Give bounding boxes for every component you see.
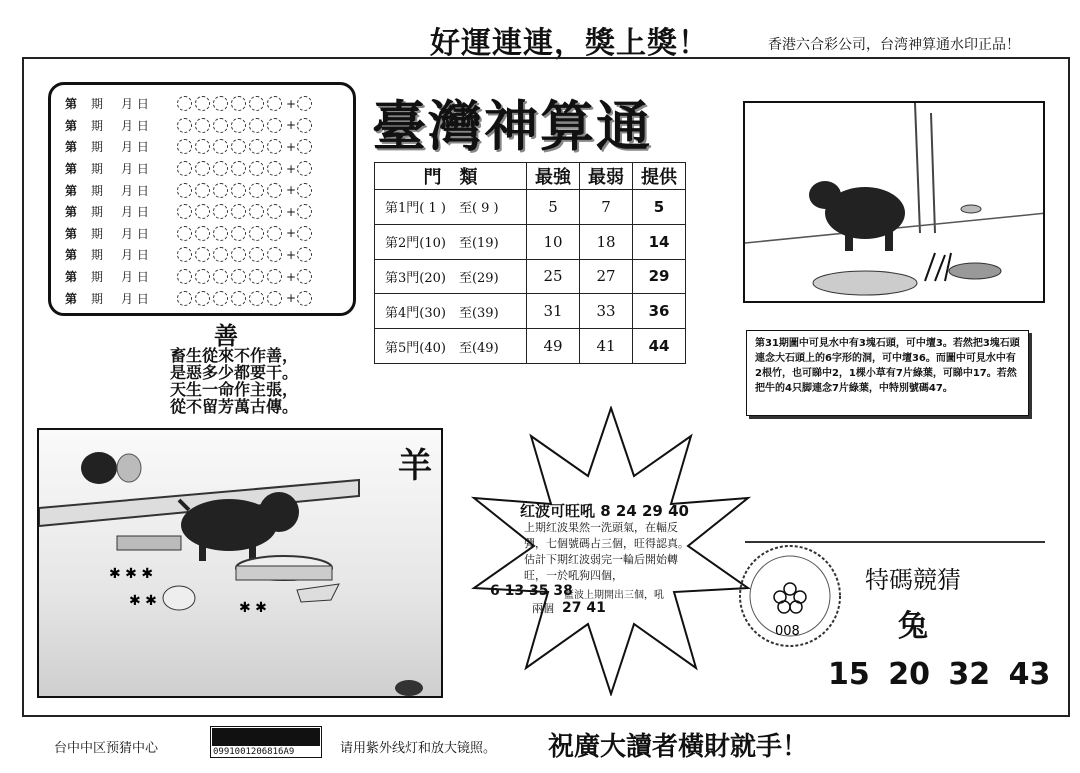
riddle-picture-right [743,101,1045,303]
number-slot [213,96,228,111]
number-slot [177,139,192,154]
weakest-value: 33 [580,294,633,329]
bull-rocks-illustration [745,103,1045,303]
weakest-value: 7 [580,190,633,225]
poem-line: 天生一命作主張， [170,380,299,399]
draw-row-plus: + [285,96,297,111]
special-number-slot [297,291,312,306]
barcode-text: 0991001206816A9 [213,747,295,757]
header-strongest: 最強 [527,163,580,190]
number-slot [213,291,228,306]
number-slot [231,269,246,284]
number-slot [177,269,192,284]
number-slot [177,96,192,111]
draw-row-plus: + [285,291,297,306]
draw-row [65,136,347,158]
stats-row [375,329,686,364]
header-slogan: 好運連連，獎上獎！ [430,26,709,61]
number-slot [267,247,282,262]
draw-row-date: 月 日 [121,162,149,177]
stats-row [375,294,686,329]
poem-text [170,347,298,415]
number-slot [177,204,192,219]
number-slot [213,183,228,198]
draw-row-period: 期 [91,183,104,198]
number-slot [267,118,282,133]
header-weakest: 最弱 [580,163,633,190]
number-slot [213,161,228,176]
strongest-value: 25 [527,259,580,294]
red-wave-numbers: 6 13 35 38 [490,583,573,599]
door-range: 第2門(10) 至(19) [375,224,527,259]
door-range: 第4門(30) 至(39) [375,294,527,329]
draw-row-plus: + [285,139,297,154]
draw-row-period: 期 [91,162,104,177]
strongest-value: 49 [527,329,580,364]
special-number-slot [297,96,312,111]
number-slot [267,204,282,219]
draw-row [65,223,347,245]
draw-row [65,244,347,266]
draw-row-date: 月 日 [121,226,149,241]
number-slot [231,204,246,219]
number-slot [249,118,264,133]
number-slot [195,204,210,219]
provided-value: 36 [633,294,686,329]
draw-row [65,93,347,115]
header-door: 門 類 [375,163,527,190]
number-slot [267,226,282,241]
number-slot [195,226,210,241]
draw-row-plus: + [285,183,297,198]
draw-row-period: 期 [91,118,104,133]
door-range: 第3門(20) 至(29) [375,259,527,294]
number-slot [267,291,282,306]
draw-row-label: 第 [65,226,78,241]
number-slot [231,96,246,111]
door-stats-table [374,162,686,364]
door-range: 第5門(40) 至(49) [375,329,527,364]
number-slot [249,247,264,262]
special-number-slot [297,161,312,176]
provided-value: 29 [633,259,686,294]
riddle-picture-left [37,428,443,698]
stats-row [375,190,686,225]
draw-row-period: 期 [91,205,104,220]
weakest-value: 18 [580,224,633,259]
number-slot [177,247,192,262]
riddle-hint-box: 第31期圖中可見水中有3塊石頭，可中壇3。若然把3塊石頭連念大石頭上的6字形的洞，可中壇36。而圖中可見水中有2根竹，也可睇中2，1棵小草有7片綠葉，可睇中17。若然把牛的4只脚連念7片綠葉，中特別號碼47。 [746,330,1029,416]
draw-row-label: 第 [65,118,78,133]
stats-row [375,259,686,294]
seal-number: 008 [775,624,800,639]
number-slot [213,269,228,284]
draw-row-plus: + [285,226,297,241]
draw-row-label: 第 [65,162,78,177]
number-slot [231,139,246,154]
draw-row [65,115,347,137]
number-slot [195,96,210,111]
number-slot [249,96,264,111]
number-slot [267,139,282,154]
number-slot [231,118,246,133]
draw-row-period: 期 [91,226,104,241]
number-slot [231,247,246,262]
number-slot [267,96,282,111]
number-slot [267,183,282,198]
provided-value: 5 [633,190,686,225]
draw-row-date: 月 日 [121,97,149,112]
draw-row-period: 期 [91,97,104,112]
stats-header-row [375,163,686,190]
draw-row-label: 第 [65,248,78,263]
special-number-guess-title: 特碼競猜 [865,566,961,594]
poem-line: 畜生從來不作善， [170,346,299,365]
header-provided: 提供 [633,163,686,190]
number-slot [195,161,210,176]
number-slot [177,291,192,306]
draw-row-label: 第 [65,205,78,220]
weakest-value: 27 [580,259,633,294]
barcode [210,726,322,758]
blue-wave-note: 藍波上期開出三個，吼 [564,590,664,601]
number-slot [213,226,228,241]
footer-blessing: 祝廣大讀者橫財就手！ [548,732,809,762]
special-number-slot [297,204,312,219]
number-slot [195,247,210,262]
svg-text:✱ ✱: ✱ ✱ [239,600,267,616]
number-slot [195,118,210,133]
draw-row [65,158,347,180]
number-slot [249,269,264,284]
blue-wave-numbers: 27 41 [562,600,606,616]
footer-instruction: 请用紫外线灯和放大镜照。 [340,741,497,756]
special-number-slot [297,247,312,262]
number-slot [231,291,246,306]
draw-record-table [48,82,356,316]
svg-text:✱ ✱: ✱ ✱ [129,593,157,609]
number-slot [267,269,282,284]
red-wave-analysis: 上期红波果然一洗頭氣，在輻反彈，七個號碼占三個，旺得認真。估計下期红波弱完一輪后開始轉旺，一於吼狗四個， [524,521,689,582]
red-wave-title: 红波可旺吼 8 24 29 40 [520,502,689,520]
svg-text:✱ ✱ ✱: ✱ ✱ ✱ [109,566,154,582]
number-slot [231,226,246,241]
special-number-guesses: 15 20 32 43 [828,657,1051,692]
number-slot [231,183,246,198]
blue-wave-note-end: 兩個 [532,602,554,615]
number-slot [177,183,192,198]
draw-row-plus: + [285,269,297,284]
draw-row [65,287,347,309]
draw-row-plus: + [285,161,297,176]
special-number-slot [297,226,312,241]
draw-row-date: 月 日 [121,118,149,133]
number-slot [249,204,264,219]
number-slot [249,291,264,306]
provided-value: 44 [633,329,686,364]
draw-row-date: 月 日 [121,270,149,285]
draw-row-plus: + [285,204,297,219]
strongest-value: 10 [527,224,580,259]
draw-row-date: 月 日 [121,291,149,306]
provided-value: 14 [633,224,686,259]
draw-row-plus: + [285,247,297,262]
number-slot [267,161,282,176]
special-number-slot [297,118,312,133]
number-slot [177,226,192,241]
number-slot [249,139,264,154]
draw-row-date: 月 日 [121,248,149,263]
draw-row-plus: + [285,118,297,133]
draw-row-label: 第 [65,97,78,112]
number-slot [213,247,228,262]
draw-row-label: 第 [65,183,78,198]
number-slot [195,291,210,306]
special-number-slot [297,269,312,284]
draw-row-period: 期 [91,248,104,263]
header-authenticity-note: 香港六合彩公司，台湾神算通水印正品！ [768,37,1020,53]
weakest-value: 41 [580,329,633,364]
number-slot [249,183,264,198]
draw-row [65,266,347,288]
special-number-slot [297,183,312,198]
draw-row-period: 期 [91,291,104,306]
draw-row-date: 月 日 [121,183,149,198]
footer-center-name: 台中中区预猜中心 [54,741,159,756]
draw-row-period: 期 [91,140,104,155]
number-slot [177,161,192,176]
number-slot [195,269,210,284]
special-number-zodiac: 兔 [898,609,928,644]
door-range: 第1門( 1 ) 至( 9 ) [375,190,527,225]
poem-line: 從不留芳萬古傳。 [170,397,299,416]
draw-row-period: 期 [91,270,104,285]
stats-row [375,224,686,259]
number-slot [249,226,264,241]
number-slot [177,118,192,133]
draw-row [65,179,347,201]
poem-line: 是惡多少都要干。 [170,363,299,382]
draw-row [65,201,347,223]
number-slot [231,161,246,176]
number-slot [213,118,228,133]
barcode-bars [212,728,320,746]
seal-stamp [735,541,845,651]
special-number-slot [297,139,312,154]
number-slot [213,204,228,219]
number-slot [213,139,228,154]
bull-scene-illustration [39,430,443,698]
number-slot [195,139,210,154]
draw-row-date: 月 日 [121,140,149,155]
strongest-value: 31 [527,294,580,329]
draw-row-label: 第 [65,140,78,155]
strongest-value: 5 [527,190,580,225]
page-title: 臺灣神算通 [372,94,652,158]
draw-row-label: 第 [65,291,78,306]
poem-title: 善 [214,321,238,350]
zodiac-label-goat: 羊 [398,446,432,486]
number-slot [249,161,264,176]
number-slot [195,183,210,198]
draw-row-label: 第 [65,270,78,285]
draw-row-date: 月 日 [121,205,149,220]
